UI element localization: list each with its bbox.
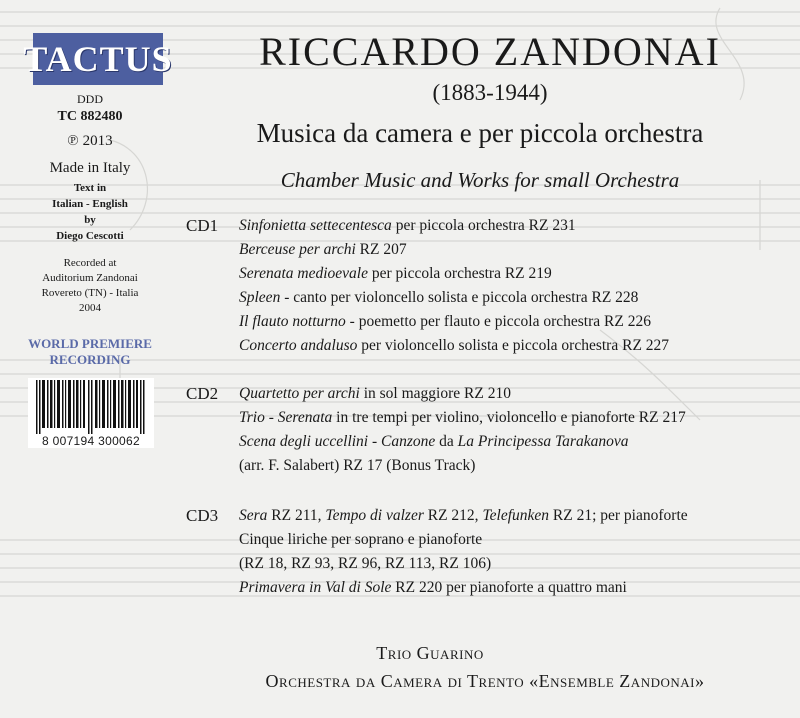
track-line [239,312,799,336]
recording-line: Auditorium Zandonai [42,272,138,284]
work-detail: RZ 207 [355,241,407,258]
work-detail: RZ 220 per pianoforte a quattro mani [391,579,627,596]
work-detail: RZ 212, [423,507,483,524]
text-credit-line: by [84,214,96,226]
work-title: Telefunken [482,507,550,524]
cd-track-list [239,216,799,360]
world-premiere-badge [0,336,180,368]
work-detail: Cinque liriche per soprano e pianoforte [239,531,483,548]
text-credits [0,180,180,244]
work-title: Concerto andaluso [239,337,358,354]
work-title: La Principessa Tarakanova [457,433,629,450]
ddd-code: DDD [77,92,103,106]
barcode-digits: 8 007194 300062 [28,434,154,448]
recording-line: Recorded at [63,257,117,269]
work-detail: RZ 211, [267,507,326,524]
work-title: Tempo di valzer [325,507,424,524]
recording-line: Rovereto (TN) - Italia [41,287,139,299]
work-title: Trio - Serenata [239,409,333,426]
track-line [239,240,799,264]
track-line [239,264,799,288]
track-line [239,384,799,408]
cd-track-list [239,384,799,480]
world-premiere-line: RECORDING [49,352,131,367]
track-line [239,216,799,240]
composer-dates: (1883-1944) [432,80,548,105]
cd-label: CD3 [186,506,219,525]
work-title: Sera [239,507,268,524]
work-detail: in tre tempi per violino, violoncello e pianoforte RZ 217 [332,409,686,426]
work-detail: - canto per violoncello solista e piccola orchestra RZ 228 [280,289,639,306]
work-title: Primavera in Val di Sole [239,579,392,596]
work-detail: per piccola orchestra RZ 231 [391,217,576,234]
text-credit-line: Italian - English [52,198,128,210]
cd-label: CD2 [186,384,219,403]
work-detail: (arr. F. Salabert) RZ 17 (Bonus Track) [239,457,476,474]
track-line [239,408,799,432]
track-line [239,530,799,554]
track-line [239,288,799,312]
recording-location [0,256,180,316]
work-detail: RZ 21; per pianoforte [549,507,688,524]
work-detail: - poemetto per flauto e piccola orchestra RZ 226 [345,313,651,330]
work-detail: per violoncello solista e piccola orchestra RZ 227 [357,337,670,354]
track-line [239,432,799,456]
track-line [239,456,799,480]
track-line [239,578,799,602]
cd-label: CD1 [186,216,219,235]
work-title: Quartetto per archi [239,385,360,402]
work-title: Spleen [239,289,281,306]
work-title: Scena degli uccellini - Canzone [239,433,436,450]
text-credit-line: Text in [73,182,107,194]
work-detail: (RZ 18, RZ 93, RZ 96, RZ 113, RZ 106) [239,555,492,572]
catalog-number: TC 882480 [57,109,123,124]
track-line [239,554,799,578]
album-title-english: Chamber Music and Works for small Orchestra [280,168,680,192]
work-title: Il flauto notturno [239,313,346,330]
work-detail: in sol maggiore RZ 210 [359,385,511,402]
text-credit-line: Diego Cescotti [56,230,124,242]
phonogram-copyright: ℗ 2013 [67,133,113,149]
work-title: Berceuse per archi [239,241,356,258]
performer-orchestra: Orchestra da Camera di Trento «Ensemble Zandonai» [265,671,705,691]
tactus-logo: TACTUS [33,33,163,85]
barcode-image [28,378,154,434]
work-title: Serenata medioevale [239,265,368,282]
world-premiere-line: WORLD PREMIERE [28,336,152,351]
work-title: Sinfonietta settecentesca [239,217,392,234]
work-detail: da [435,433,458,450]
album-title-italian: Musica da camera e per piccola orchestra [256,118,704,148]
cd-track-list [239,506,799,602]
track-line [239,336,799,360]
performer-trio: Trio Guarino [376,643,484,663]
track-line [239,506,799,530]
made-in-italy: Made in Italy [49,160,131,176]
work-detail: per piccola orchestra RZ 219 [367,265,552,282]
recording-line: 2004 [79,302,101,314]
composer-name: RICCARDO ZANDONAI [259,29,721,74]
